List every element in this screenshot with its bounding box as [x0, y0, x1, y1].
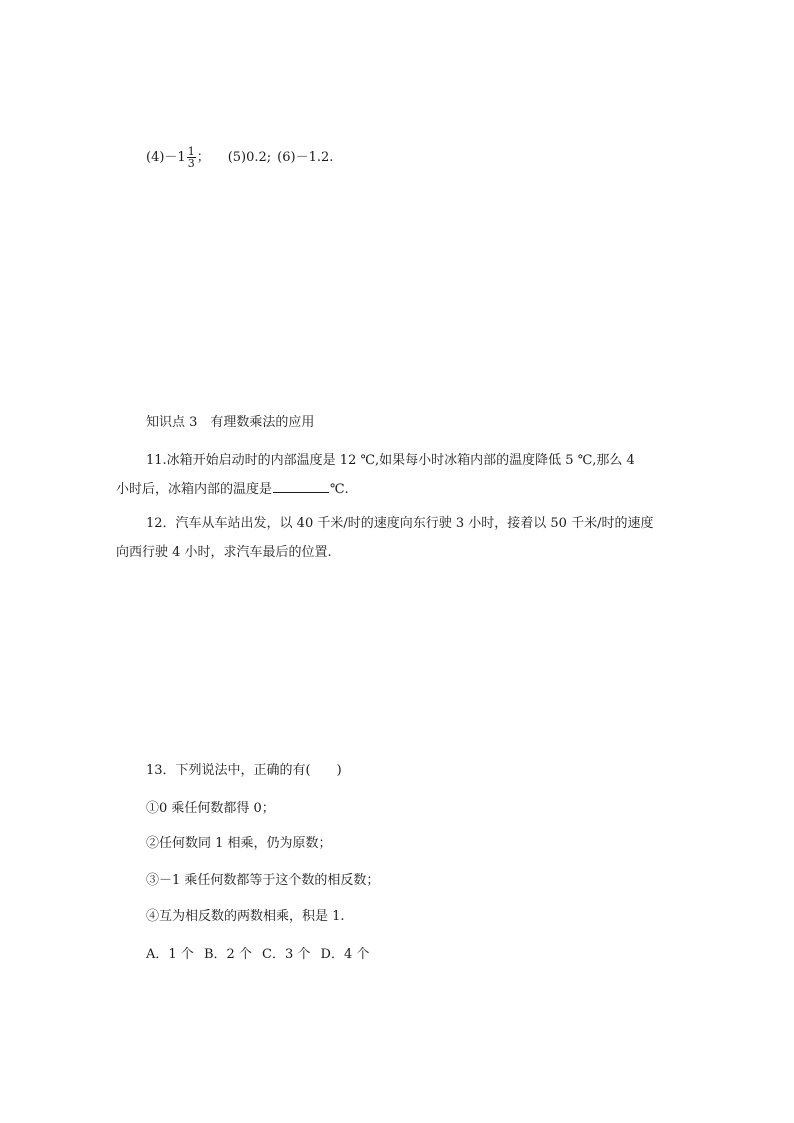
answer-item-4-suffix: ；	[196, 150, 210, 165]
statement-3: ③－1 乘任何数都等于这个数的相反数；	[146, 873, 380, 888]
statement-4: ④互为相反数的两数相乘，积是 1.	[146, 909, 345, 924]
question-11-text: 小时后，冰箱内部的温度是	[116, 482, 273, 497]
option-b[interactable]: B．2 个	[203, 947, 252, 962]
question-12-line-2: 向西行驶 4 小时，求汽车最后的位置.	[116, 545, 332, 560]
fraction-numerator: 1	[187, 145, 195, 158]
option-d[interactable]: D．4 个	[320, 947, 370, 962]
statement-1: ①0 乘任何数都得 0；	[146, 801, 275, 816]
option-a[interactable]: A．1 个	[146, 947, 194, 962]
answer-item-4-prefix: (4)－1	[146, 150, 186, 165]
options-row	[146, 946, 369, 964]
answer-item-6: (6)－1.2.	[277, 150, 334, 165]
section-heading: 知识点 3 有理数乘法的应用	[146, 415, 315, 430]
question-13-stem: 13．下列说法中，正确的有( )	[146, 763, 342, 778]
option-c[interactable]: C．3 个	[262, 947, 311, 962]
answer-blank[interactable]	[273, 479, 329, 493]
answer-item-5: (5)0.2;	[227, 150, 272, 165]
fraction-denominator: 3	[187, 157, 195, 170]
answer-row	[146, 146, 333, 169]
question-11-unit: ℃.	[330, 482, 349, 497]
statement-2: ②任何数同 1 相乘，仍为原数；	[146, 836, 332, 851]
question-11-line-2	[116, 479, 349, 499]
question-12-line-1: 12．汽车从车站出发，以 40 千米/时的速度向东行驶 3 小时，接着以 50 千米/时的速度	[146, 516, 654, 531]
fraction	[187, 146, 196, 169]
question-11-line-1: 11.冰箱开始启动时的内部温度是 12 ℃,如果每小时冰箱内部的温度降低 5 ℃,那么 4	[146, 453, 635, 468]
